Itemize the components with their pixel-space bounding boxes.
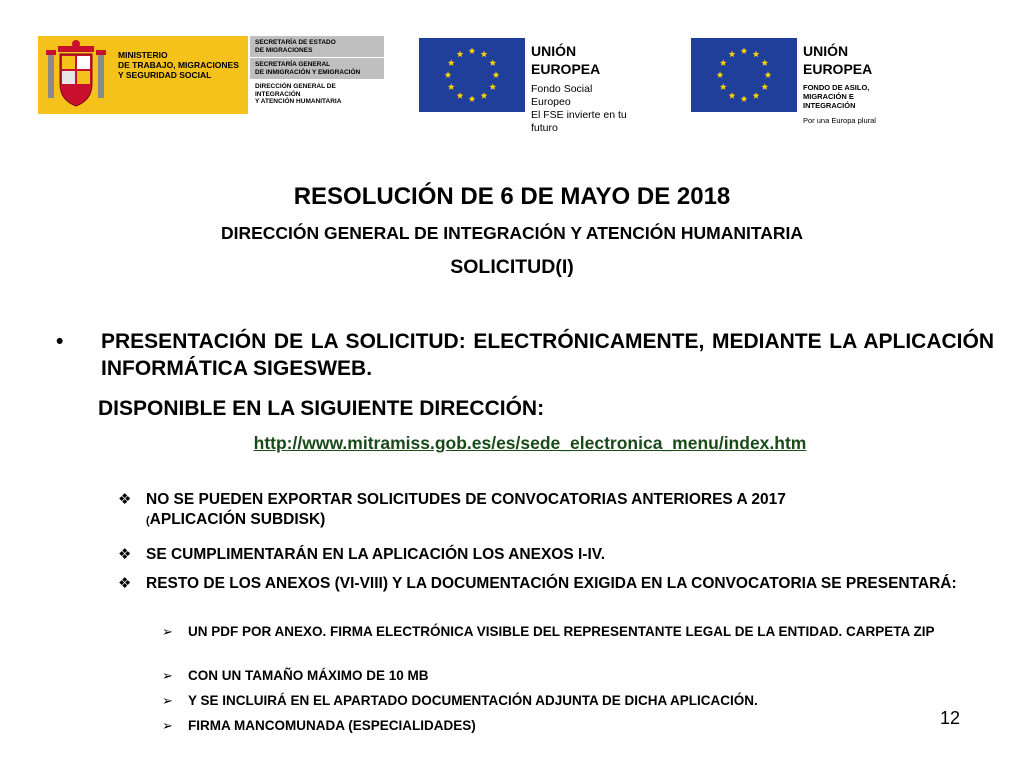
list-item — [118, 574, 994, 594]
diamond-bullet-icon: ❖ — [118, 491, 132, 508]
logo-band — [0, 36, 1024, 134]
level2-item-text: CON UN TAMAÑO MÁXIMO DE 10 MB — [188, 668, 429, 683]
section-title: SOLICITUD(I) — [450, 256, 574, 278]
list-item-paren: ( — [146, 515, 150, 527]
main-bullet-text: PRESENTACIÓN DE LA SOLICITUD: ELECTRÓNICAMENTE, MEDIANTE LA APLICACIÓN INFORMÁTICA SIGESWEB. — [101, 330, 994, 380]
direccion-general-line-1: DIRECCIÓN GENERAL DE INTEGRACIÓN — [255, 83, 336, 98]
secretaria-general-line-1: SECRETARÍA GENERAL — [255, 61, 331, 68]
arrow-bullet-icon: ➢ — [162, 624, 173, 639]
secretaria-estado-line-2: DE MIGRACIONES — [255, 46, 313, 54]
ministerio-name — [118, 50, 246, 80]
level2-item-text: FIRMA MANCOMUNADA (ESPECIALIDADES) — [188, 718, 476, 733]
level2-list-4 — [162, 717, 994, 735]
eu-fse-line-1: Fondo Social Europeo — [531, 83, 593, 108]
level2-item — [162, 692, 994, 710]
secretaria-estado — [250, 36, 384, 57]
eu-fse-logo — [419, 36, 629, 134]
eu-fami-logo — [691, 36, 901, 125]
direccion-general — [250, 79, 384, 106]
secretaria-estado-line-1: SECRETARÍA DE ESTADO — [255, 39, 336, 46]
ministerio-logo — [38, 36, 248, 114]
list-item-paren-text: APLICACIÓN SUBDISK) — [149, 511, 326, 528]
list-item-text: RESTO DE LOS ANEXOS (VI-VIII) Y LA DOCUMENTACIÓN EXIGIDA EN LA CONVOCATORIA SE PRESENTARÁ: — [146, 575, 957, 592]
eu-fami-line-3: Por una Europa plural — [803, 116, 876, 125]
list-item — [118, 545, 994, 565]
sub-item-list-3 — [118, 574, 994, 594]
bullet-marker: • — [56, 330, 64, 353]
eu-fami-title: UNIÓN EUROPEA — [803, 43, 873, 77]
main-bullet — [56, 328, 994, 382]
level2-item-text: Y SE INCLUIRÁ EN EL APARTADO DOCUMENTACIÓN ADJUNTA DE DICHA APLICACIÓN. — [188, 693, 758, 708]
ministerio-line-2: DE TRABAJO, MIGRACIONES — [118, 60, 239, 70]
eu-flag-icon — [691, 38, 797, 112]
document-subtitle: DIRECCIÓN GENERAL DE INTEGRACIÓN Y ATENCIÓN HUMANITARIA — [220, 223, 804, 243]
level2-item — [162, 667, 994, 685]
list-item-text: SE CUMPLIMENTARÁN EN LA APLICACIÓN LOS ANEXOS I-IV. — [146, 546, 605, 563]
secretarias-block — [250, 36, 384, 114]
eu-fami-line-2: MIGRACIÓN E INTEGRACIÓN — [803, 92, 856, 110]
eu-fse-line-2: El FSE invierte en tu futuro — [531, 109, 627, 134]
arrow-bullet-icon: ➢ — [162, 718, 173, 733]
eu-fse-title: UNIÓN EUROPEA — [531, 43, 601, 77]
diamond-bullet-icon: ❖ — [118, 575, 132, 592]
document-title: RESOLUCIÓN DE 6 DE MAYO DE 2018 — [293, 183, 731, 210]
sub-item-list-2 — [118, 545, 994, 565]
ministerio-line-3: Y SEGURIDAD SOCIAL — [118, 70, 212, 80]
page-number: 12 — [940, 708, 961, 728]
sede-electronica-link[interactable]: http://www.mitramiss.gob.es/es/sede_electronica_menu/index.htm — [253, 433, 807, 453]
arrow-bullet-icon: ➢ — [162, 668, 173, 683]
eu-flag-icon — [419, 38, 525, 112]
list-item — [118, 490, 994, 531]
level2-item-text: UN PDF POR ANEXO. FIRMA ELECTRÓNICA VISIBLE DEL REPRESENTANTE LEGAL DE LA ENTIDAD. CARPETA ZIP — [188, 624, 935, 639]
direccion-general-line-2: Y ATENCIÓN HUMANITARIA — [255, 98, 342, 105]
secretaria-general — [250, 58, 384, 79]
diamond-bullet-icon: ❖ — [118, 546, 132, 563]
level2-item — [162, 623, 994, 641]
level2-list-2 — [162, 667, 994, 685]
secretaria-general-line-2: DE INMIGRACIÓN Y EMIGRACIÓN — [255, 68, 361, 76]
sub-item-list — [118, 490, 994, 531]
level2-item — [162, 717, 994, 735]
eu-fami-line-1: FONDO DE ASILO, — [803, 83, 870, 92]
arrow-bullet-icon: ➢ — [162, 693, 173, 708]
available-at-label: DISPONIBLE EN LA SIGUIENTE DIRECCIÓN: — [98, 397, 545, 420]
level2-list-3 — [162, 692, 994, 710]
ministerio-line-1: MINISTERIO — [118, 50, 168, 60]
list-item-text: NO SE PUEDEN EXPORTAR SOLICITUDES DE CONVOCATORIAS ANTERIORES A 2017 — [146, 491, 786, 508]
coat-of-arms-icon — [44, 40, 108, 110]
level2-list — [162, 623, 994, 641]
